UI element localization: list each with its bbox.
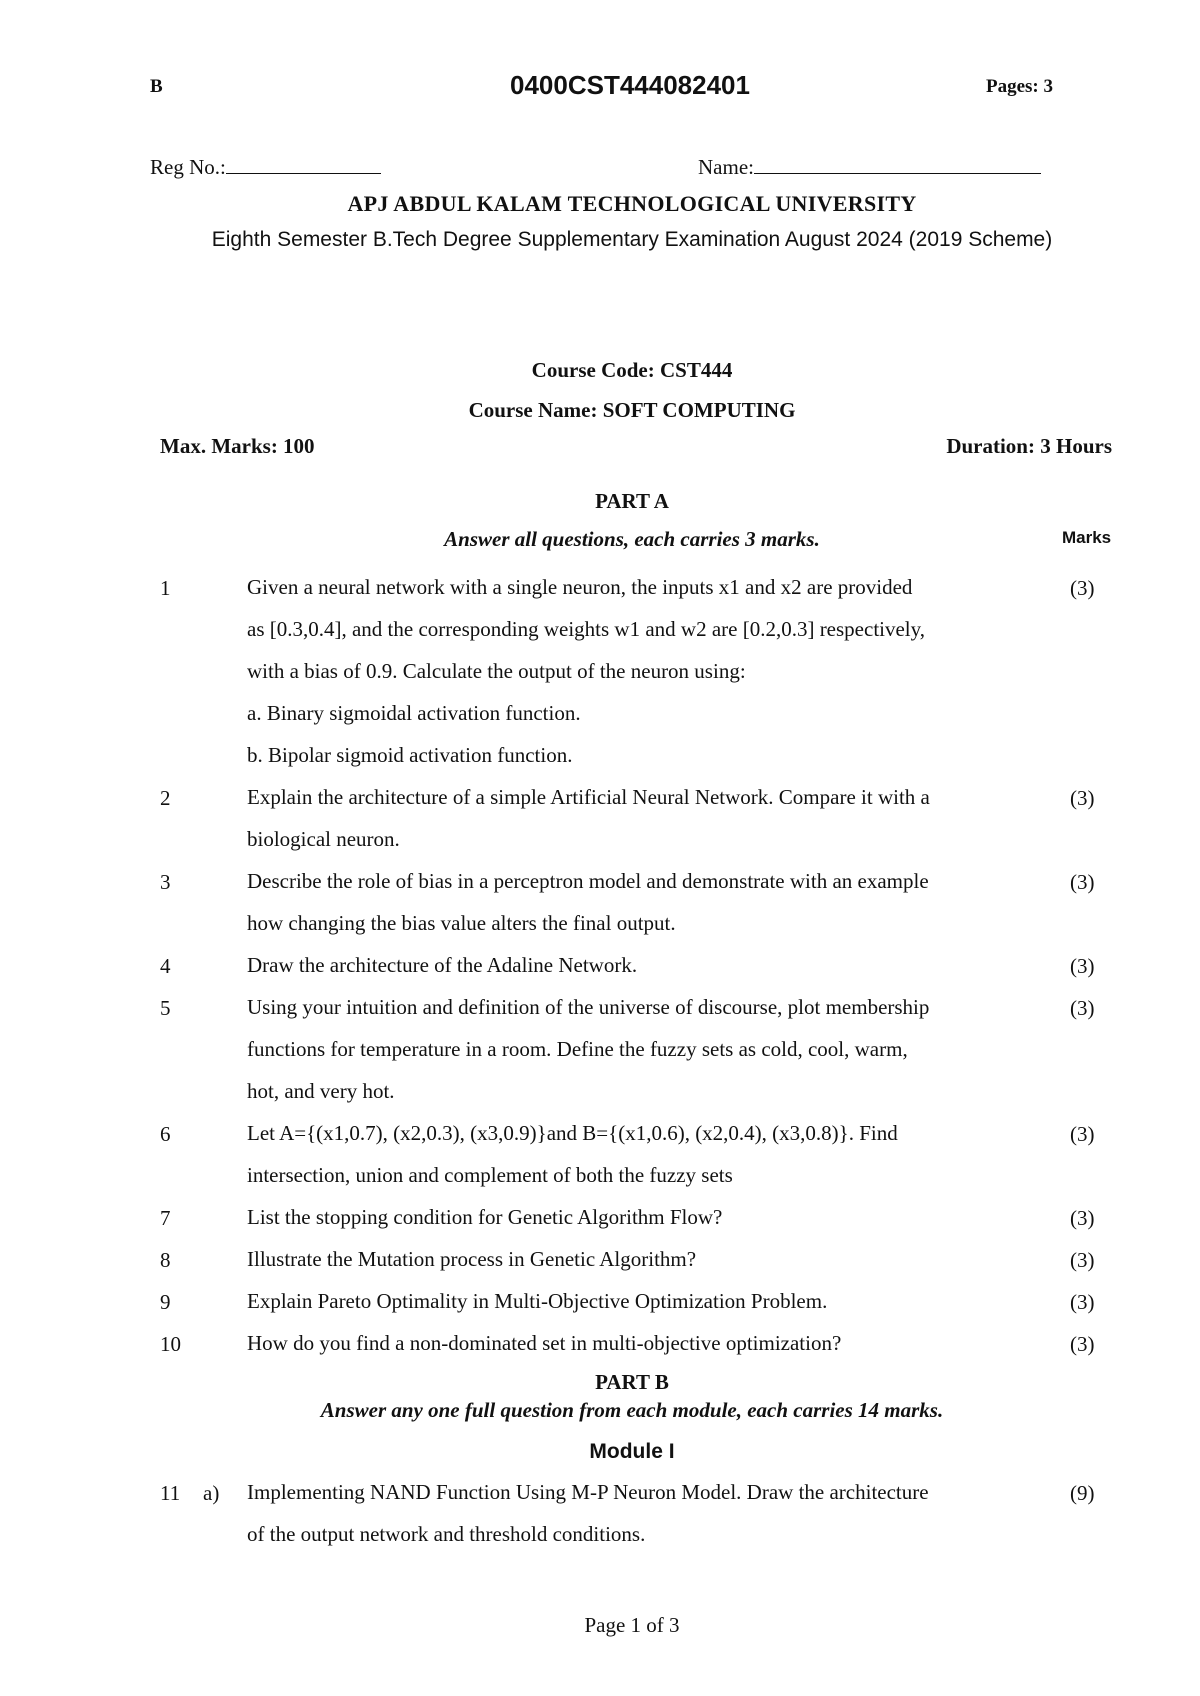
marks-header: Marks xyxy=(1062,528,1112,547)
question-line: How do you find a non-dominated set in multi-objective optimization? xyxy=(247,1331,842,1355)
sub-question-label: a) xyxy=(203,1481,220,1505)
question-marks: (3) xyxy=(1070,954,1095,978)
page-count: Pages: 3 xyxy=(985,76,1053,97)
question-number: 11 xyxy=(160,1481,181,1505)
question-marks: (3) xyxy=(1070,786,1095,810)
university-name: APJ ABDUL KALAM TECHNOLOGICAL UNIVERSITY xyxy=(347,191,917,216)
question-text xyxy=(247,1238,1047,1280)
question-number: 8 xyxy=(160,1248,171,1272)
question-marks: (3) xyxy=(1070,1122,1095,1146)
question-marks: (3) xyxy=(1070,1290,1095,1314)
course-code: Course Code: CST444 xyxy=(531,358,733,382)
question-number: 10 xyxy=(160,1332,181,1356)
question-line: b. Bipolar sigmoid activation function. xyxy=(247,743,573,767)
question-line: of the output network and threshold conditions. xyxy=(247,1522,646,1546)
question-line: intersection, union and complement of both the fuzzy sets xyxy=(247,1163,733,1187)
question-number: 7 xyxy=(160,1206,171,1230)
question-marks: (3) xyxy=(1070,1248,1095,1272)
name-blank xyxy=(754,155,1041,174)
name-field xyxy=(698,155,1041,180)
question-number: 3 xyxy=(160,870,171,894)
question-number: 9 xyxy=(160,1290,171,1314)
question-marks: (3) xyxy=(1070,1206,1095,1230)
question-line: Draw the architecture of the Adaline Network. xyxy=(247,953,638,977)
page-footer: Page 1 of 3 xyxy=(584,1613,680,1637)
paper-set-label: B xyxy=(150,76,163,97)
question-text xyxy=(247,1196,1047,1238)
question-line: Explain Pareto Optimality in Multi-Objective Optimization Problem. xyxy=(247,1289,828,1313)
question-line: how changing the bias value alters the final output. xyxy=(247,911,676,935)
question-number: 2 xyxy=(160,786,171,810)
question-marks: (9) xyxy=(1070,1481,1095,1505)
duration: Duration: 3 Hours xyxy=(946,434,1112,458)
question-text xyxy=(247,1471,1047,1555)
question-marks: (3) xyxy=(1070,996,1095,1020)
question-text xyxy=(247,566,1047,776)
question-marks: (3) xyxy=(1070,870,1095,894)
question-text xyxy=(247,860,1047,944)
question-text xyxy=(247,1280,1047,1322)
exam-title: Eighth Semester B.Tech Degree Supplementary Examination August 2024 (2019 Scheme) xyxy=(211,228,1053,251)
part-a-instruction: Answer all questions, each carries 3 marks. xyxy=(444,527,820,551)
question-text xyxy=(247,1112,1047,1196)
question-line: a. Binary sigmoidal activation function. xyxy=(247,701,581,725)
question-line: Describe the role of bias in a perceptron model and demonstrate with an example xyxy=(247,869,929,893)
name-label: Name: xyxy=(698,155,754,179)
question-number: 5 xyxy=(160,996,171,1020)
question-line: as [0.3,0.4], and the corresponding weights w1 and w2 are [0.2,0.3] respectively, xyxy=(247,617,926,641)
max-marks: Max. Marks: 100 xyxy=(160,434,315,458)
question-line: Given a neural network with a single neuron, the inputs x1 and x2 are provided xyxy=(247,575,913,599)
question-marks: (3) xyxy=(1070,576,1095,600)
question-number: 4 xyxy=(160,954,171,978)
part-b-instruction: Answer any one full question from each module, each carries 14 marks. xyxy=(320,1398,944,1422)
part-a-title: PART A xyxy=(595,489,669,513)
question-line: with a bias of 0.9. Calculate the output of the neuron using: xyxy=(247,659,746,683)
course-name: Course Name: SOFT COMPUTING xyxy=(468,398,796,422)
question-line: biological neuron. xyxy=(247,827,400,851)
question-number: 1 xyxy=(160,576,171,600)
question-text xyxy=(247,944,1047,986)
reg-no-label: Reg No.: xyxy=(150,155,226,179)
question-line: Using your intuition and definition of the universe of discourse, plot membership xyxy=(247,995,930,1019)
module-title: Module I xyxy=(589,1440,675,1463)
question-line: Implementing NAND Function Using M-P Neuron Model. Draw the architecture xyxy=(247,1480,929,1504)
question-text xyxy=(247,986,1047,1112)
reg-no-blank xyxy=(226,155,381,174)
part-b-title: PART B xyxy=(595,1370,669,1394)
question-text xyxy=(247,776,1047,860)
question-line: Let A={(x1,0.7), (x2,0.3), (x3,0.9)}and B={(x1,0.6), (x2,0.4), (x3,0.8)}. Find xyxy=(247,1121,898,1145)
reg-no-field xyxy=(150,155,381,180)
question-number: 6 xyxy=(160,1122,171,1146)
question-line: Explain the architecture of a simple Artificial Neural Network. Compare it with a xyxy=(247,785,930,809)
question-text xyxy=(247,1322,1047,1364)
question-line: Illustrate the Mutation process in Genetic Algorithm? xyxy=(247,1247,697,1271)
question-line: functions for temperature in a room. Define the fuzzy sets as cold, cool, warm, xyxy=(247,1037,908,1061)
question-line: List the stopping condition for Genetic Algorithm Flow? xyxy=(247,1205,723,1229)
question-marks: (3) xyxy=(1070,1332,1095,1356)
question-line: hot, and very hot. xyxy=(247,1079,395,1103)
question-paper-code: 0400CST444082401 xyxy=(510,70,750,100)
